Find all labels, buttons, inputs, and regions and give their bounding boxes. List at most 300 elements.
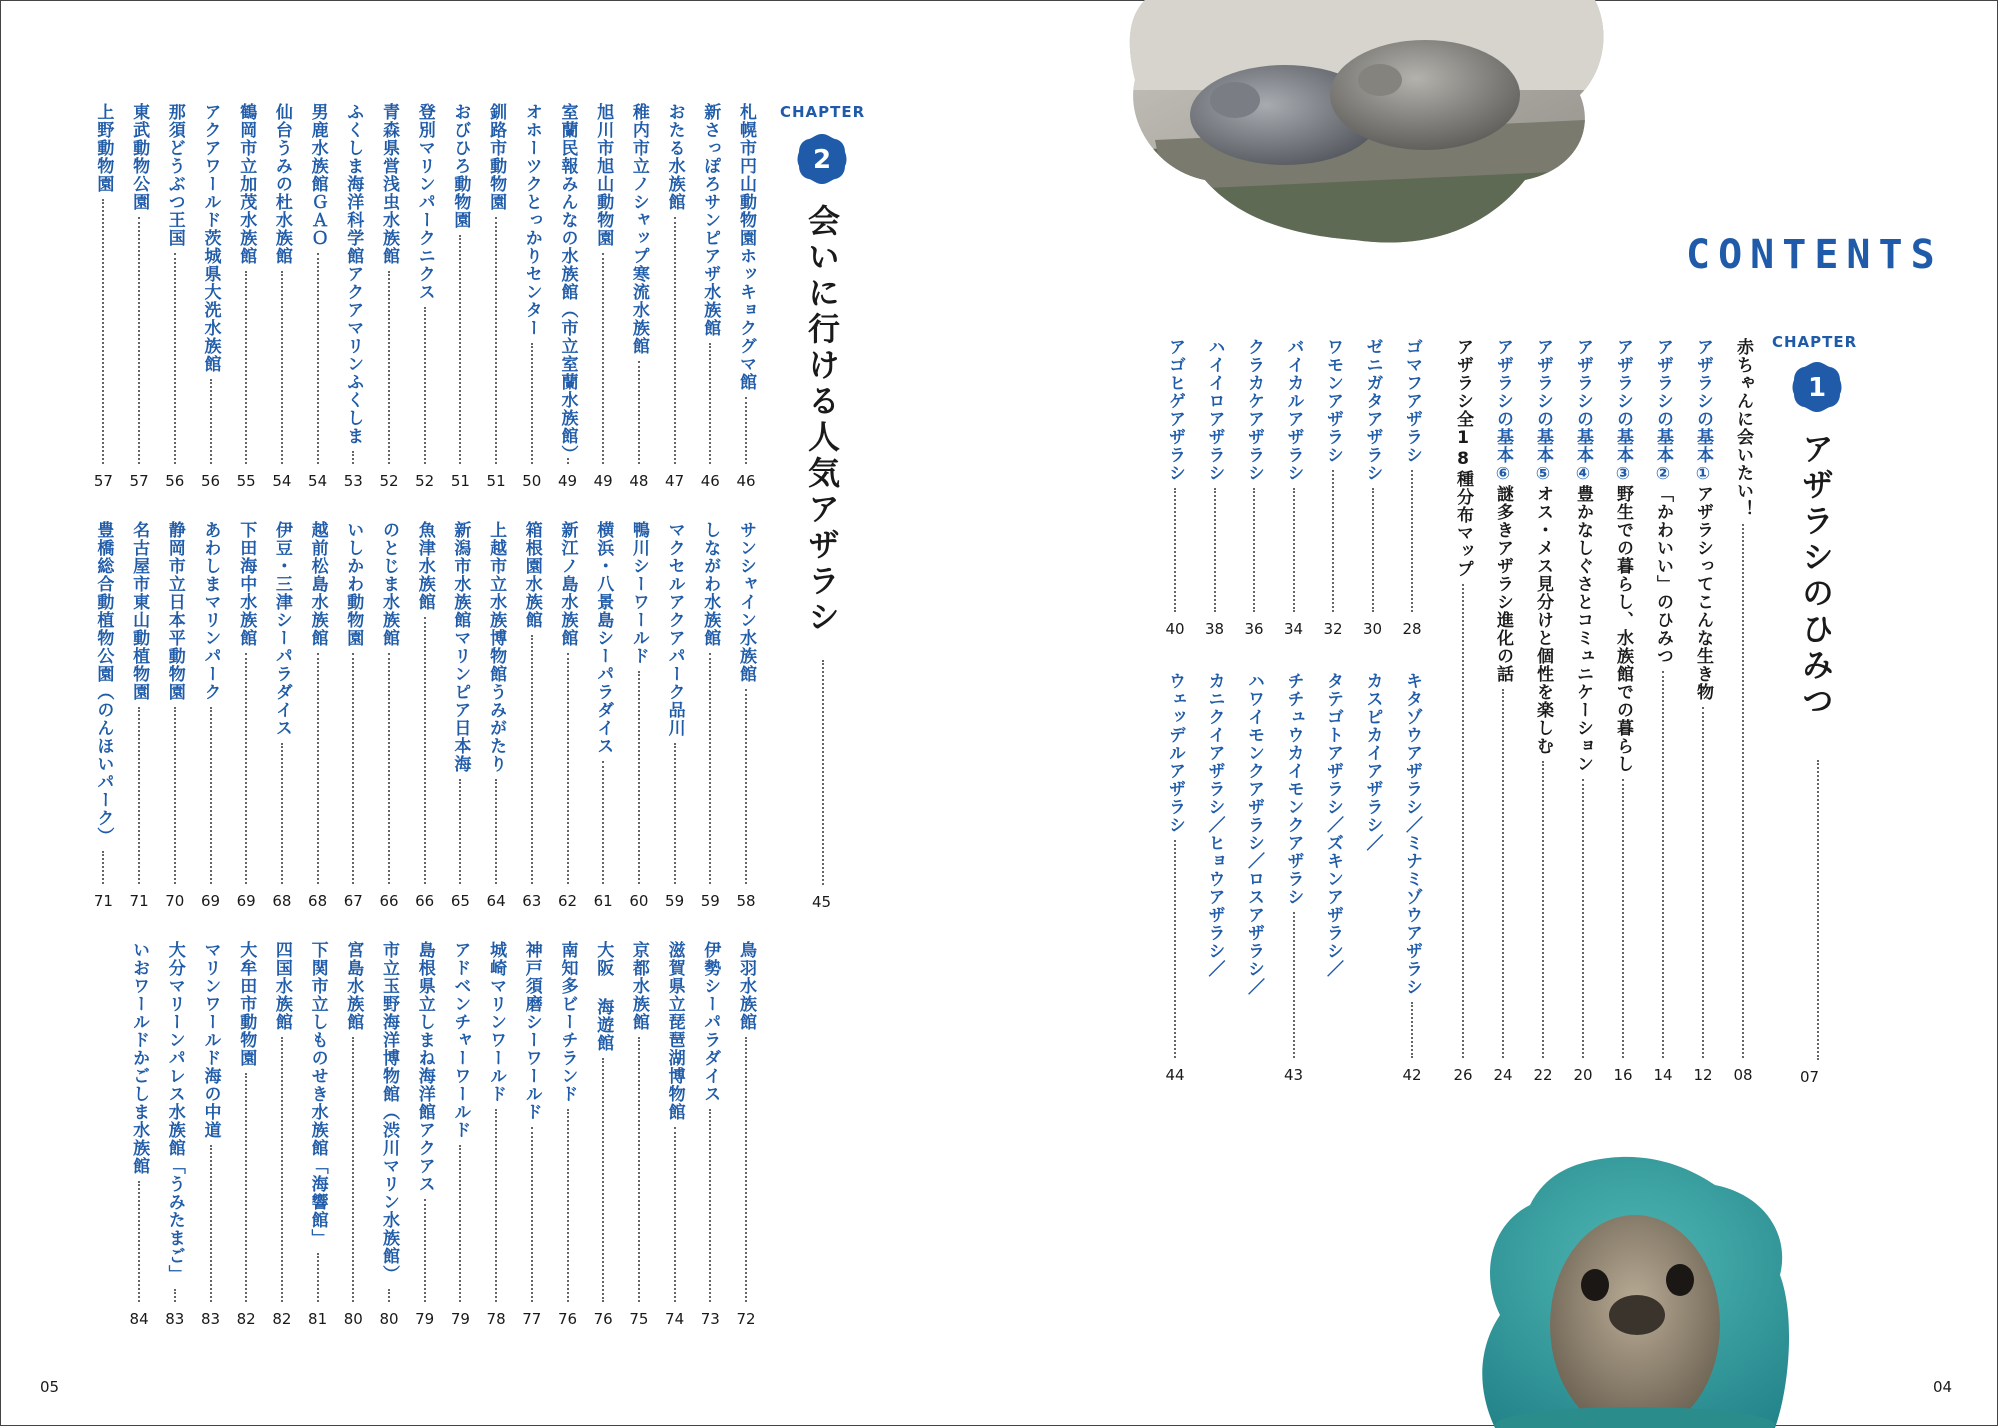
toc-entry[interactable] <box>1320 338 1346 644</box>
toc-entry-text: 野生での暮らし、水族館での暮らし <box>1613 485 1633 773</box>
seal-head-in-water-photo <box>1475 1155 1795 1428</box>
toc-leader-dots <box>709 1109 711 1302</box>
toc-entry-title: オホーツクとっかりセンター <box>521 103 542 337</box>
toc-entry[interactable] <box>233 103 259 496</box>
toc-entry-title: 島根県立しまね海洋館アクアス <box>414 941 435 1193</box>
toc-entry-title: マリンワールド海の中道 <box>200 941 221 1139</box>
toc-entry-title <box>1610 338 1636 773</box>
toc-entry-title: 下関市立しものせき水族館「海響館」 <box>307 941 328 1247</box>
toc-entry[interactable] <box>1162 338 1188 644</box>
toc-entry-title: アゴヒゲアザラシ <box>1165 338 1185 482</box>
toc-leader-dots <box>674 1127 676 1302</box>
toc-entry-title: 新さっぽろサンピアザ水族館 <box>700 103 721 337</box>
chapter2-label: CHAPTER <box>780 103 866 121</box>
toc-leader-dots <box>567 458 569 464</box>
toc-entry-prefix: アザラシの基本① <box>1693 338 1713 485</box>
toc-entry[interactable] <box>1650 338 1676 1090</box>
toc-page-number: 64 <box>486 892 506 910</box>
toc-leader-dots <box>602 1058 604 1302</box>
chapter1-title: アザラシのひみつ <box>1797 432 1835 720</box>
toc-page-number: 42 <box>1402 1066 1422 1084</box>
toc-entry-title: 赤ちゃんに会いたい！ <box>1733 338 1753 518</box>
toc-leader-dots <box>138 707 140 884</box>
chapter1-badge <box>1790 360 1844 414</box>
toc-leader-dots <box>674 217 676 464</box>
toc-entry[interactable] <box>1610 338 1636 1090</box>
toc-leader-dots <box>709 653 711 884</box>
toc-entry[interactable] <box>447 941 473 1334</box>
toc-entry[interactable] <box>697 103 723 496</box>
toc-page-number: 46 <box>736 472 756 490</box>
toc-leader-dots <box>1214 488 1216 612</box>
toc-leader-dots <box>745 689 747 884</box>
toc-entry-title: 札幌市円山動物園ホッキョクグマ館 <box>736 103 756 391</box>
toc-entry[interactable] <box>198 941 224 1334</box>
toc-entry[interactable] <box>269 521 295 916</box>
toc-entry[interactable] <box>198 103 224 496</box>
toc-entry-title: ウェッデルアザラシ <box>1165 672 1185 834</box>
toc-page-number: 65 <box>450 892 470 910</box>
toc-entry[interactable] <box>412 521 438 916</box>
toc-leader-dots <box>1293 912 1295 1058</box>
toc-entry-title: 釧路市動物園 <box>486 103 507 211</box>
toc-entry[interactable] <box>162 941 188 1334</box>
toc-leader-dots <box>281 271 283 464</box>
toc-entry[interactable] <box>697 941 723 1334</box>
toc-entry-prefix: アザラシの基本② <box>1653 338 1673 485</box>
toc-page-number: 24 <box>1493 1066 1513 1084</box>
toc-leader-dots <box>352 451 354 464</box>
toc-entry[interactable] <box>1241 672 1267 1090</box>
toc-entry[interactable] <box>376 941 402 1334</box>
toc-leader-dots <box>638 671 640 884</box>
toc-entry-title: しながわ水族館 <box>700 521 721 647</box>
toc-entry[interactable] <box>1490 338 1516 1090</box>
toc-page-number: 61 <box>593 892 613 910</box>
toc-entry[interactable] <box>662 941 688 1334</box>
toc-entry[interactable] <box>1162 672 1188 1090</box>
toc-page-number: 71 <box>129 892 149 910</box>
toc-entry[interactable] <box>662 103 688 496</box>
toc-entry[interactable] <box>340 521 366 916</box>
toc-entry[interactable] <box>733 521 759 916</box>
toc-entry-title: 東武動物公園 <box>129 103 150 211</box>
toc-page-number: 71 <box>93 892 113 910</box>
contents-heading: CONTENTS <box>1686 232 1943 278</box>
two-seals-resting-photo <box>1125 0 1610 250</box>
toc-entry[interactable] <box>1450 338 1476 1090</box>
toc-page-number: 53 <box>343 472 363 490</box>
toc-entry[interactable] <box>269 941 295 1334</box>
toc-page-number: 58 <box>736 892 756 910</box>
toc-entry-title: ゼニガタアザラシ <box>1362 338 1383 482</box>
chapter1-number: 1 <box>1807 373 1827 403</box>
toc-entry-title: 魚津水族館 <box>414 521 435 611</box>
toc-page-number: 08 <box>1733 1066 1753 1084</box>
toc-leader-dots <box>317 653 319 884</box>
chapter2-page: 45 <box>812 893 832 911</box>
toc-page-number: 52 <box>415 472 435 490</box>
toc-page-number: 20 <box>1573 1066 1593 1084</box>
toc-entry[interactable] <box>1320 672 1346 1090</box>
toc-leader-dots <box>602 761 604 884</box>
toc-page-number: 82 <box>272 1310 292 1328</box>
toc-entry[interactable] <box>1241 338 1267 644</box>
toc-entry-title: 伊豆・三津シーパラダイス <box>271 521 292 737</box>
toc-entry[interactable] <box>519 941 545 1334</box>
toc-entry[interactable] <box>162 103 188 496</box>
toc-page-number: 72 <box>736 1310 756 1328</box>
toc-page-number: 67 <box>343 892 363 910</box>
toc-entry-title: ゴマフアザラシ <box>1402 338 1422 464</box>
toc-page-number: 30 <box>1362 620 1383 638</box>
toc-page-number: 68 <box>272 892 292 910</box>
toc-entry[interactable] <box>198 521 224 916</box>
toc-entry[interactable] <box>126 521 152 916</box>
toc-entry-title: 伊勢シーパラダイス <box>700 941 721 1103</box>
toc-page-number: 56 <box>200 472 221 490</box>
toc-page-number: 66 <box>415 892 435 910</box>
toc-page-number: 34 <box>1283 620 1304 638</box>
toc-entry[interactable] <box>90 103 116 496</box>
toc-entry-title: アドベンチャーワールド <box>450 941 471 1139</box>
toc-entry[interactable] <box>447 103 473 496</box>
toc-page-number: 59 <box>665 892 685 910</box>
toc-page-number: 48 <box>629 472 649 490</box>
toc-entry[interactable] <box>519 103 545 496</box>
toc-page-number: 63 <box>522 892 542 910</box>
toc-leader-dots <box>1542 761 1544 1058</box>
toc-leader-dots <box>1253 488 1255 612</box>
toc-leader-dots <box>1372 488 1374 612</box>
toc-entry-title: チチュウカイモンクアザラシ <box>1283 672 1304 906</box>
toc-entry-title: 越前松島水族館 <box>307 521 328 647</box>
toc-entry-title: タテゴトアザラシ／ズキンアザラシ／ <box>1323 672 1343 978</box>
toc-entry[interactable] <box>590 521 616 916</box>
toc-page-number: 82 <box>236 1310 256 1328</box>
toc-entry-title: クラカケアザラシ <box>1244 338 1264 482</box>
toc-entry[interactable] <box>305 103 331 496</box>
toc-leader-dots <box>531 343 533 464</box>
toc-leader-dots <box>459 235 461 464</box>
toc-entry[interactable] <box>733 941 759 1334</box>
toc-leader-dots <box>1411 470 1413 612</box>
toc-entry[interactable] <box>447 521 473 916</box>
toc-leader-dots <box>102 199 104 464</box>
toc-page-number: 54 <box>272 472 292 490</box>
toc-entry-title: アクアワールド茨城県大洗水族館 <box>200 103 221 373</box>
toc-page-number: 73 <box>700 1310 720 1328</box>
toc-entry[interactable] <box>162 521 188 916</box>
toc-page-number: 44 <box>1165 1066 1185 1084</box>
toc-entry-title: 男鹿水族館ＧＡＯ <box>307 103 328 247</box>
toc-page-number: 16 <box>1613 1066 1633 1084</box>
toc-entry-title: 大阪 海遊館 <box>593 941 614 1052</box>
chapter2-title: 会いに行ける人気アザラシ <box>803 204 841 636</box>
toc-page-number: 76 <box>593 1310 613 1328</box>
toc-entry[interactable] <box>1399 338 1425 644</box>
toc-entry-title: 上越市立水族博物館うみがたり <box>486 521 507 773</box>
toc-entry-title: おたる水族館 <box>664 103 685 211</box>
toc-entry[interactable] <box>376 521 402 916</box>
toc-leader-dots <box>245 271 247 464</box>
toc-entry-prefix: アザラシの基本③ <box>1613 338 1633 485</box>
toc-entry-title: いおワールドかごしま水族館 <box>129 941 150 1175</box>
toc-page-number: 80 <box>343 1310 363 1328</box>
toc-entry-text: アザラシってこんな生き物 <box>1693 485 1713 701</box>
toc-leader-dots <box>709 343 711 464</box>
toc-leader-dots <box>1582 779 1584 1058</box>
toc-entry[interactable] <box>1202 672 1228 1090</box>
toc-page-number: 52 <box>379 472 399 490</box>
toc-leader-dots <box>674 743 676 884</box>
toc-page-number: 32 <box>1323 620 1343 638</box>
toc-entry[interactable] <box>555 103 581 496</box>
toc-entry-title: 下田海中水族館 <box>236 521 257 647</box>
toc-entry-title <box>1490 338 1516 683</box>
toc-entry-title: 横浜・八景島シーパラダイス <box>593 521 614 755</box>
toc-entry[interactable] <box>733 103 759 496</box>
toc-leader-dots <box>317 1253 319 1302</box>
toc-entry[interactable] <box>483 941 509 1334</box>
toc-entry-title: 仙台うみの杜水族館 <box>271 103 292 265</box>
toc-entry-title: 城崎マリンワールド <box>486 941 507 1103</box>
toc-page-number: 51 <box>486 472 506 490</box>
toc-entry[interactable] <box>412 103 438 496</box>
toc-entry-title: 四国水族館 <box>271 941 292 1031</box>
toc-page-number: 38 <box>1204 620 1225 638</box>
toc-entry[interactable] <box>555 941 581 1334</box>
toc-page-number: 47 <box>665 472 685 490</box>
toc-entry-title: 豊橋総合動植物公園（のんほいパーク） <box>93 521 114 845</box>
toc-leader-dots <box>1742 524 1744 1058</box>
toc-entry[interactable] <box>340 103 366 496</box>
toc-entry[interactable] <box>1360 338 1386 644</box>
toc-entry-title <box>1530 338 1556 755</box>
toc-entry[interactable] <box>269 103 295 496</box>
toc-entry-title <box>1570 338 1596 773</box>
toc-entry-text: オス・メス見分けと個性を楽しむ <box>1533 485 1553 755</box>
toc-entry[interactable] <box>1281 338 1307 644</box>
toc-page-number: 54 <box>308 472 328 490</box>
toc-leader-dots <box>1174 488 1176 612</box>
toc-page-number: 36 <box>1244 620 1264 638</box>
toc-entry[interactable] <box>697 521 723 916</box>
toc-entry-title: 那須どうぶつ王国 <box>164 103 185 247</box>
toc-entry[interactable] <box>590 103 616 496</box>
toc-entry[interactable] <box>626 103 652 496</box>
toc-leader-dots <box>459 1145 461 1302</box>
toc-page-number: 62 <box>557 892 578 910</box>
toc-leader-dots <box>1462 584 1464 1058</box>
toc-entry-title <box>1650 338 1676 665</box>
toc-entry[interactable] <box>1570 338 1596 1090</box>
toc-entry-title: 新潟市水族館マリンピア日本海 <box>450 521 471 773</box>
toc-entry[interactable] <box>90 521 116 916</box>
toc-page-number: 43 <box>1283 1066 1304 1084</box>
toc-entry[interactable] <box>626 521 652 916</box>
toc-entry-title: キタゾウアザラシ／ミナミゾウアザラシ <box>1402 672 1422 996</box>
toc-leader-dots <box>531 635 533 884</box>
toc-page-number: 68 <box>308 892 328 910</box>
toc-page-number: 60 <box>629 892 649 910</box>
toc-entry-title: いしかわ動物園 <box>343 521 364 647</box>
toc-leader-dots <box>459 779 461 884</box>
chapter1-label: CHAPTER <box>1772 333 1858 351</box>
toc-entry[interactable] <box>483 103 509 496</box>
chapter1-page: 07 <box>1800 1068 1820 1086</box>
toc-leader-dots <box>210 379 212 464</box>
toc-entry[interactable] <box>233 941 259 1334</box>
toc-entry-title: 静岡市立日本平動物園 <box>164 521 185 701</box>
toc-entry-text: 謎多きアザラシ進化の話 <box>1493 485 1513 683</box>
toc-leader-dots <box>495 779 497 884</box>
toc-entry-title: アザラシ全18種分布マップ <box>1453 338 1473 578</box>
toc-leader-dots <box>495 217 497 464</box>
toc-leader-dots <box>1174 840 1176 1058</box>
toc-entry-title: のとじま水族館 <box>379 521 399 647</box>
toc-leader-dots <box>388 1289 390 1302</box>
toc-entry-title: 青森県営浅虫水族館 <box>379 103 399 265</box>
toc-leader-dots <box>1702 707 1704 1058</box>
toc-leader-dots <box>174 253 176 464</box>
toc-entry[interactable] <box>340 941 366 1334</box>
toc-leader-dots <box>567 1109 569 1302</box>
toc-entry-title: バイカルアザラシ <box>1283 338 1304 482</box>
toc-entry-title: 箱根園水族館 <box>521 521 542 629</box>
chapter2-number: 2 <box>812 145 832 175</box>
toc-entry[interactable] <box>376 103 402 496</box>
toc-entry-title: 名古屋市東山動植物園 <box>129 521 150 701</box>
toc-entry-prefix: アザラシの基本⑤ <box>1533 338 1553 485</box>
toc-entry-text: 豊かなしぐさとコミュニケーション <box>1573 485 1593 773</box>
toc-leader-dots <box>424 617 426 884</box>
toc-entry[interactable] <box>1730 338 1756 1090</box>
toc-page-number: 69 <box>200 892 221 910</box>
toc-page-number: 84 <box>129 1310 149 1328</box>
toc-leader-dots <box>638 361 640 464</box>
toc-leader-dots <box>495 1109 497 1302</box>
toc-entry-title: 京都水族館 <box>628 941 649 1031</box>
toc-entry-title: 稚内市立ノシャップ寒流水族館 <box>628 103 649 355</box>
toc-entry[interactable] <box>1360 672 1386 1090</box>
toc-leader-dots <box>317 253 319 464</box>
toc-entry[interactable] <box>126 941 152 1334</box>
toc-entry[interactable] <box>519 521 545 916</box>
toc-page-number: 59 <box>700 892 720 910</box>
toc-page-number: 57 <box>129 472 149 490</box>
toc-page-number: 80 <box>379 1310 399 1328</box>
toc-entry-prefix: アザラシの基本④ <box>1573 338 1593 485</box>
toc-leader-dots <box>245 653 247 884</box>
toc-leader-dots <box>281 743 283 884</box>
toc-page-number: 49 <box>557 472 578 490</box>
toc-leader-dots <box>174 707 176 884</box>
toc-page-number: 78 <box>486 1310 506 1328</box>
chapter2-leader <box>822 660 824 885</box>
toc-entry-title: カスピカイアザラシ／ <box>1362 672 1383 852</box>
toc-leader-dots <box>638 1037 640 1302</box>
toc-entry-title: おびひろ動物園 <box>450 103 471 229</box>
toc-leader-dots <box>745 1037 747 1302</box>
toc-entry-title: マクセルアクアパーク品川 <box>664 521 685 737</box>
toc-page-number: 66 <box>379 892 399 910</box>
toc-entry[interactable] <box>1202 338 1228 644</box>
toc-entry[interactable] <box>412 941 438 1334</box>
toc-leader-dots <box>424 1199 426 1302</box>
toc-entry-title: 大牟田市動物園 <box>236 941 257 1067</box>
toc-entry[interactable] <box>1530 338 1556 1090</box>
toc-leader-dots <box>210 707 212 884</box>
toc-entry[interactable] <box>662 521 688 916</box>
toc-page-number: 79 <box>450 1310 470 1328</box>
toc-entry-title: 登別マリンパークニクス <box>414 103 435 301</box>
toc-entry[interactable] <box>590 941 616 1334</box>
chapter2-badge <box>795 132 849 186</box>
toc-entry-title: カニクイアザラシ／ヒョウアザラシ／ <box>1204 672 1225 978</box>
toc-leader-dots <box>174 1289 176 1302</box>
toc-entry[interactable] <box>233 521 259 916</box>
toc-page-number: 83 <box>200 1310 221 1328</box>
toc-page-number: 75 <box>629 1310 649 1328</box>
toc-page-number: 70 <box>165 892 185 910</box>
toc-entry-title: 鴨川シーワールド <box>628 521 649 665</box>
toc-entry[interactable] <box>126 103 152 496</box>
toc-leader-dots <box>424 307 426 464</box>
toc-entry-title: 宮島水族館 <box>343 941 364 1031</box>
toc-leader-dots <box>138 1181 140 1302</box>
toc-entry[interactable] <box>626 941 652 1334</box>
toc-entry[interactable] <box>483 521 509 916</box>
toc-entry-title: ハワイモンクアザラシ／ロスアザラシ／ <box>1244 672 1264 996</box>
toc-entry-title: 滋賀県立琵琶湖博物館 <box>664 941 685 1121</box>
toc-page-number: 77 <box>522 1310 542 1328</box>
toc-entry[interactable] <box>305 941 331 1334</box>
toc-entry-title <box>1690 338 1716 701</box>
toc-leader-dots <box>388 271 390 464</box>
toc-entry-title: 南知多ビーチランド <box>557 941 578 1103</box>
toc-leader-dots <box>531 1127 533 1302</box>
toc-leader-dots <box>602 253 604 464</box>
toc-entry[interactable] <box>1281 672 1307 1090</box>
toc-entry-title: 鳥羽水族館 <box>736 941 756 1031</box>
toc-page-number: 40 <box>1165 620 1185 638</box>
toc-leader-dots <box>352 653 354 884</box>
toc-page-number: 22 <box>1533 1066 1553 1084</box>
toc-page-number: 79 <box>415 1310 435 1328</box>
toc-page-number: 55 <box>236 472 256 490</box>
toc-entry-title: ふくしま海洋科学館アクアマリンふくしま <box>343 103 364 445</box>
toc-leader-dots <box>1662 671 1664 1058</box>
toc-leader-dots <box>388 653 390 884</box>
toc-page-number: 50 <box>522 472 542 490</box>
toc-page-number: 74 <box>665 1310 685 1328</box>
toc-page-number: 69 <box>236 892 256 910</box>
toc-leader-dots <box>138 217 140 464</box>
toc-entry[interactable] <box>1690 338 1716 1090</box>
toc-leader-dots <box>245 1073 247 1302</box>
toc-entry[interactable] <box>305 521 331 916</box>
toc-page-number: 28 <box>1402 620 1422 638</box>
toc-entry[interactable] <box>555 521 581 916</box>
folio-left: 05 <box>40 1378 60 1396</box>
toc-page-number: 51 <box>450 472 470 490</box>
toc-page-number: 81 <box>308 1310 328 1328</box>
toc-leader-dots <box>1502 689 1504 1058</box>
toc-entry[interactable] <box>1399 672 1425 1090</box>
toc-page-number: 26 <box>1453 1066 1473 1084</box>
toc-leader-dots <box>1332 470 1334 612</box>
